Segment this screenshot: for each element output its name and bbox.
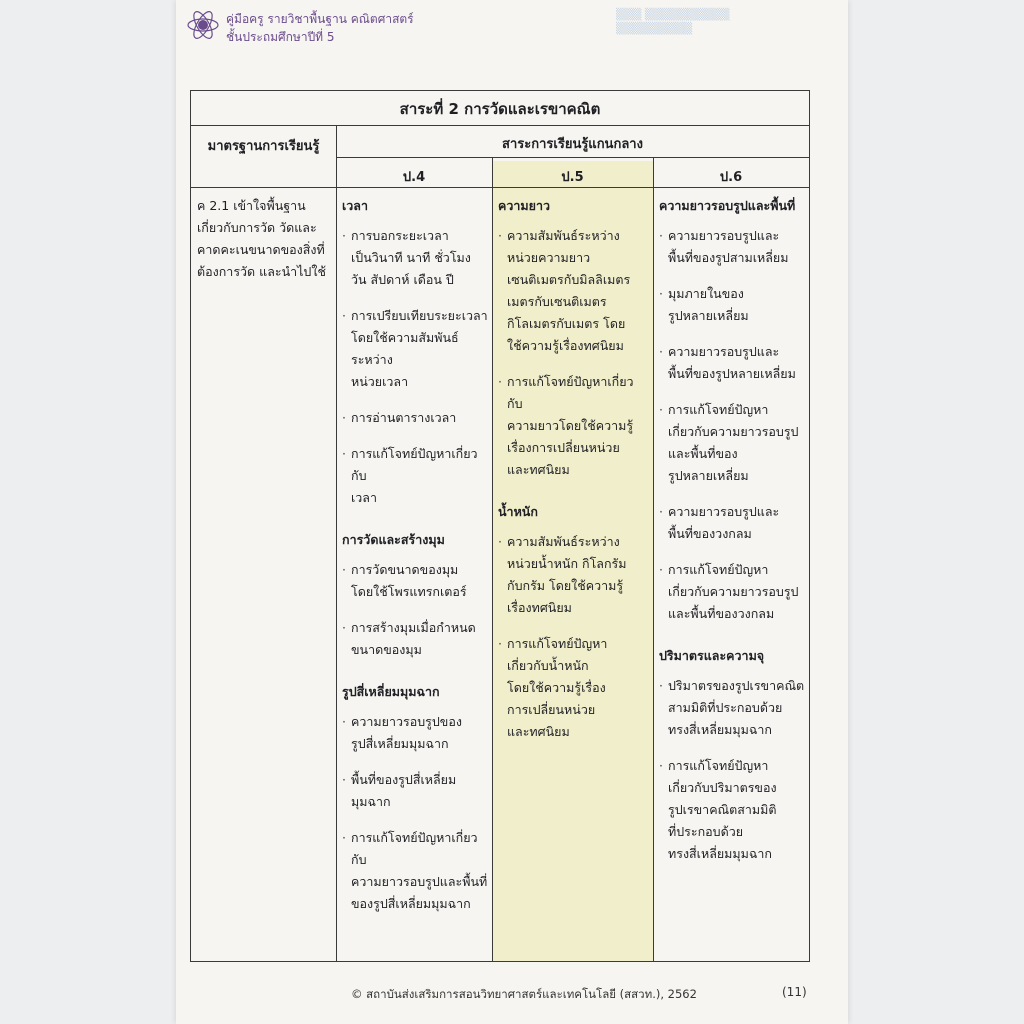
bleed-through-text: ▒▒▒ ▒▒▒▒▒▒▒▒▒▒ ▒▒▒▒▒▒▒▒▒ [616,8,730,35]
section-title: การวัดและสร้างมุม [342,532,445,547]
content-line: เป็นวินาที นาที ชั่วโมง [351,250,471,265]
content-line: พื้นที่ของวงกลม [668,526,752,541]
grade5-content [498,195,648,763]
content-line: เมตรกับเซนติเมตร [507,294,607,309]
content-item [659,283,807,327]
bullet-icon: · [342,228,346,243]
grade-header-p6: ป.6 [719,170,743,185]
strand-title: สาระที่ 2 การวัดและเรขาคณิต [399,100,601,118]
content-line: ความยาวรอบรูปและพื้นที่ [351,874,488,889]
content-line: การแก้โจทย์ปัญหาเกี่ยวกับ [351,830,478,867]
content-line: การแก้โจทย์ปัญหา [668,758,769,773]
content-line: เกี่ยวกับความยาวรอบรูป [668,424,799,439]
bullet-icon: · [498,374,502,389]
bullet-icon: · [342,308,346,323]
bullet-icon: · [498,636,502,651]
bullet-icon: · [342,410,346,425]
content-line: พื้นที่ของรูปสามเหลี่ยม [668,250,789,265]
section-title: ปริมาตรและความจุ [659,648,765,663]
copyright-footer: © สถาบันส่งเสริมการสอนวิทยาศาสตร์และเทคโนโลยี (สสวท.), 2562 [351,987,697,1001]
content-line: การแก้โจทย์ปัญหาเกี่ยวกับ [351,446,478,483]
content-item [659,225,807,269]
standard-header: มาตรฐานการเรียนรู้ [207,139,320,154]
bullet-icon: · [342,830,346,845]
content-item [342,617,488,661]
content-item [342,225,488,291]
grade4-content [342,195,488,935]
content-item [659,501,807,545]
content-line: พื้นที่ของรูปสี่เหลี่ยมมุมฉาก [351,772,457,809]
content-line: มุมภายในของ [668,286,744,301]
content-line: ของรูปสี่เหลี่ยมมุมฉาก [351,896,471,911]
content-line: รูปหลายเหลี่ยม [668,468,749,483]
ipst-logo-icon [186,8,220,42]
bullet-icon: · [342,620,346,635]
content-line: การแก้โจทย์ปัญหา [668,402,769,417]
bullet-icon: · [659,504,663,519]
content-line: ความสัมพันธ์ระหว่าง [507,534,620,549]
content-line: ทรงสี่เหลี่ยมมุมฉาก [668,846,773,861]
content-item [342,769,488,813]
bullet-icon: · [498,228,502,243]
curriculum-table [190,90,810,962]
grade-header-p5: ป.5 [561,170,584,185]
content-line: การแก้โจทย์ปัญหา [668,562,769,577]
bullet-icon: · [659,344,663,359]
content-line: รูปเรขาคณิตสามมิติ [668,802,777,817]
content-item [342,827,488,915]
content-item [498,225,648,357]
content-item [498,531,648,619]
content-line: รูปสี่เหลี่ยมมุมฉาก [351,736,449,751]
content-line: รูปหลายเหลี่ยม [668,308,749,323]
content-line: และทศนิยม [507,724,570,739]
content-item [342,559,488,603]
bullet-icon: · [342,562,346,577]
content-line: ขนาดของมุม [351,642,422,657]
content-line: เวลา [351,490,377,505]
content-line: ความยาวรอบรูปของ [351,714,462,729]
content-line: เซนติเมตรกับมิลลิเมตร [507,272,631,287]
book-title: คู่มือครู รายวิชาพื้นฐาน คณิตศาสตร์ [226,12,414,26]
bullet-icon: · [659,562,663,577]
content-line: การเปรียบเทียบระยะเวลา [351,308,488,323]
content-line: หน่วยเวลา [351,374,409,389]
bullet-icon: · [659,678,663,693]
content-line: หน่วยน้ำหนัก กิโลกรัม [507,556,627,571]
content-line: โดยใช้โพรแทรกเตอร์ [351,584,467,599]
content-line: การแก้โจทย์ปัญหา [507,636,608,651]
content-item [659,755,807,865]
book-grade: ชั้นประถมศึกษาปีที่ 5 [226,30,335,44]
bullet-icon: · [498,534,502,549]
content-item [659,341,807,385]
content-line: ทรงสี่เหลี่ยมมุมฉาก [668,722,773,737]
section-title: เวลา [342,198,368,213]
content-item [659,675,807,741]
bullet-icon: · [659,402,663,417]
content-line: การสร้างมุมเมื่อกำหนด [351,620,476,635]
content-line: การอ่านตารางเวลา [351,410,457,425]
bullet-icon: · [659,758,663,773]
standard-text: ค 2.1 เข้าใจพื้นฐาน เกี่ยวกับการวัด วัดและ คาดคะเนขนาดของสิ่งที่ ต้องการวัด และนำไปใช้ [197,198,326,279]
content-line: ปริมาตรของรูปเรขาคณิต [668,678,805,693]
content-line: และพื้นที่ของวงกลม [668,606,775,621]
content-item [659,399,807,487]
content-item [498,371,648,481]
content-line: เกี่ยวกับน้ำหนัก [507,658,589,673]
content-line: ความยาวรอบรูปและ [668,344,780,359]
content-line: พื้นที่ของรูปหลายเหลี่ยม [668,366,796,381]
page-number: (11) [782,985,807,999]
content-line: ความสัมพันธ์ระหว่าง [507,228,620,243]
content-line: ที่ประกอบด้วย [668,824,744,839]
content-item [342,443,488,509]
content-line: และพื้นที่ของ [668,446,738,461]
content-line: เรื่องการเปลี่ยนหน่วย [507,440,620,455]
grade-header-p4: ป.4 [402,170,426,185]
content-line: ความยาวโดยใช้ความรู้ [507,418,634,433]
section-title: ความยาว [498,198,551,213]
content-line: เกี่ยวกับปริมาตรของ [668,780,777,795]
content-line: หน่วยความยาว [507,250,591,265]
bullet-icon: · [342,714,346,729]
content-line: การแก้โจทย์ปัญหาเกี่ยวกับ [507,374,634,411]
content-item [342,305,488,393]
content-line: เกี่ยวกับความยาวรอบรูป [668,584,799,599]
book-page [176,0,848,1024]
content-line: โดยใช้ความสัมพันธ์ระหว่าง [351,330,459,367]
content-item [342,407,488,429]
content-line: กิโลเมตรกับเมตร โดย [507,316,626,331]
content-line: การเปลี่ยนหน่วย [507,702,596,717]
content-line: เรื่องทศนิยม [507,600,572,615]
content-line: การวัดขนาดของมุม [351,562,459,577]
content-line: ความยาวรอบรูปและ [668,228,780,243]
core-content-header: สาระการเรียนรู้แกนกลาง [502,137,643,152]
bullet-icon: · [342,446,346,461]
bullet-icon: · [342,772,346,787]
content-line: ความยาวรอบรูปและ [668,504,780,519]
content-line: โดยใช้ความรู้เรื่อง [507,680,606,695]
section-title: น้ำหนัก [498,504,538,519]
content-line: และทศนิยม [507,462,570,477]
content-line: สามมิติที่ประกอบด้วย [668,700,783,715]
content-item [498,633,648,743]
content-line: การบอกระยะเวลา [351,228,449,243]
grade6-content [659,195,807,885]
bullet-icon: · [659,228,663,243]
bullet-icon: · [659,286,663,301]
content-item [659,559,807,625]
section-title: รูปสี่เหลี่ยมมุมฉาก [342,684,440,699]
content-line: วัน สัปดาห์ เดือน ปี [351,272,454,287]
content-line: ใช้ความรู้เรื่องทศนิยม [507,338,624,353]
content-line: กับกรัม โดยใช้ความรู้ [507,578,624,593]
content-item [342,711,488,755]
section-title: ความยาวรอบรูปและพื้นที่ [659,198,796,213]
